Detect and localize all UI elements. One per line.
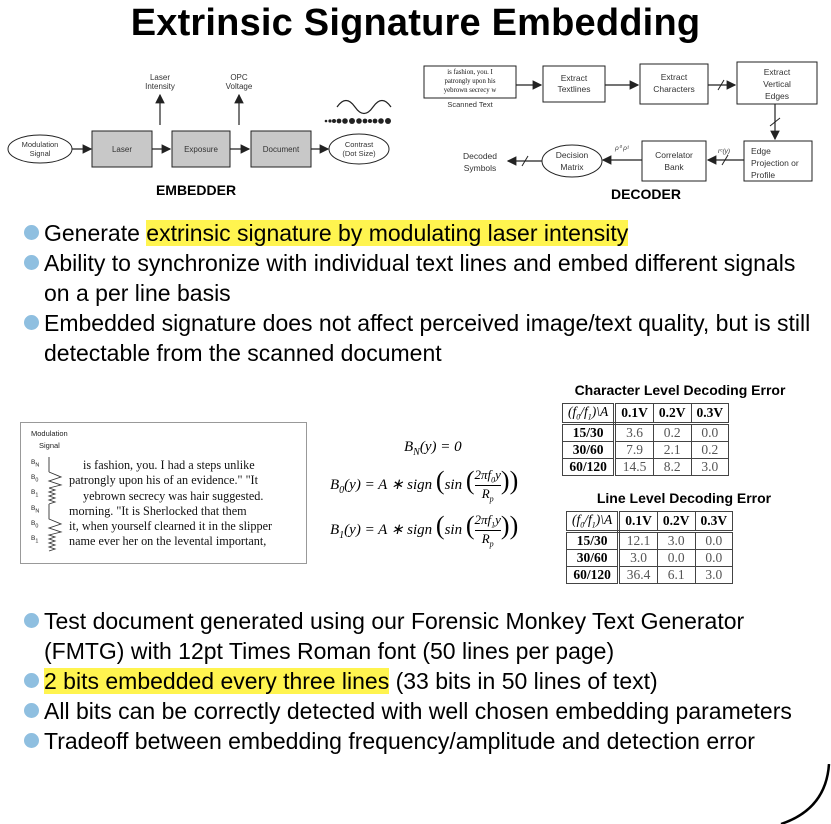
- bullet-item: Ability to synchronize with individual text lines and embed different signals on a per line basis: [18, 248, 818, 308]
- svg-text:Voltage: Voltage: [225, 82, 253, 91]
- table-row: 30/60 7.9 2.1 0.2: [563, 441, 729, 458]
- equation-bn: $B_N(y) = 0$: [404, 439, 462, 458]
- laser-node-label: Laser: [111, 145, 133, 154]
- svg-text:Correlator: Correlator: [655, 150, 693, 160]
- laser-intensity-label: Laser: [149, 73, 171, 82]
- svg-text:Extract: Extract: [660, 72, 688, 82]
- svg-text:Projection or: Projection or: [751, 158, 799, 168]
- svg-text:Symbols: Symbols: [463, 163, 497, 173]
- dot-row-icon: [325, 118, 391, 124]
- modulation-waveform-icon: [47, 457, 69, 553]
- svg-text:Bank: Bank: [664, 162, 684, 172]
- bullet-dot-icon: [24, 673, 39, 688]
- svg-text:Edge: Edge: [751, 146, 771, 156]
- svg-text:Vertical: Vertical: [763, 79, 791, 89]
- table-row: 60/120 36.4 6.1 3.0: [567, 566, 733, 583]
- r-signal-label: rᶜ(y): [718, 148, 731, 155]
- bullet-item: Generate extrinsic signature by modulating laser intensity: [18, 218, 818, 248]
- bullet-list-top: [18, 218, 818, 368]
- block-diagram: [0, 55, 831, 207]
- line-level-error-table: $(f_0/f_1)\backslash A$ 0.1V 0.2V 0.3V 15/30 12.1 3.0 0.0 30/60 3.0 0.0 0.0 60/120 36.4 6.1 3.0: [566, 511, 733, 584]
- character-level-error-table: $(f_0/f_1)\backslash A$ 0.1V 0.2V 0.3V 15/30 3.6 0.2 0.0 30/60 7.9 2.1 0.2 60/120 14.5 8.2 3.0: [562, 403, 729, 476]
- svg-text:Extract: Extract: [560, 73, 588, 83]
- bullet-item: All bits can be correctly detected with well chosen embedding parameters: [18, 696, 818, 726]
- exposure-node-label: Exposure: [184, 145, 218, 154]
- rho-signal-label: ρ⁰ ρ¹: [615, 145, 630, 152]
- table-row: 15/30 3.6 0.2 0.0: [563, 423, 729, 441]
- table-corner-header: $(f_0/f_1)\backslash A$: [563, 404, 615, 424]
- opc-voltage-label: OPC: [230, 73, 248, 82]
- table-row: 15/30 12.1 3.0 0.0: [567, 531, 733, 549]
- bullet-item: 2 bits embedded every three lines (33 bits in 50 lines of text): [18, 666, 818, 696]
- corner-arc-decoration: [771, 764, 831, 824]
- table-corner-header: $(f_0/f_1)\backslash A$: [567, 512, 619, 532]
- document-node-label: Document: [262, 145, 300, 154]
- table-row: 30/60 3.0 0.0 0.0: [567, 549, 733, 566]
- svg-text:Modulation: Modulation: [21, 140, 59, 149]
- table-row: 60/120 14.5 8.2 3.0: [563, 458, 729, 475]
- bullet-dot-icon: [24, 315, 39, 330]
- bullet-dot-icon: [24, 225, 39, 240]
- embedder-diagram: [8, 73, 391, 167]
- bullet-item: Test document generated using our Forensic Monkey Text Generator (FMTG) with 12pt Times Roman font (50 lines per page): [18, 606, 818, 666]
- correlator-bank-node: [642, 141, 706, 181]
- character-table-title: Character Level Decoding Error: [574, 382, 786, 398]
- bullet-dot-icon: [24, 255, 39, 270]
- svg-text:Signal: Signal: [29, 149, 51, 158]
- decoded-symbols-label: Decoded: [462, 151, 498, 161]
- svg-text:Characters: Characters: [653, 84, 695, 94]
- sample-text-lines: is fashion, you. I had a steps unlike patrongly upon his of an evidence." "It yebrown secrecy was hair suggested. morning. "It is Sherlocked that them it, when yourself clearned it in the slipper name ever her on the levental important,: [69, 458, 273, 549]
- svg-text:Scanned Text: Scanned Text: [447, 100, 493, 109]
- modulated-text-sample: Modulation Signal $B_N$ $B_0$ $B_1$ $B_N$ $B_0$ $B_1$ is fashion, you. I had a steps unlike patrongly upon his of an evidence." "It yebrown secrecy was hair suggested. morning. "It is Sherlocked that them it, when yourself clearned it in the slipper name ever her on the levental important,: [20, 422, 307, 564]
- equation-b0: $B_0(y) = A$ ∗ sign (sin ( $\frac{2\pi f_0y}{R_p}$ )): [330, 466, 519, 504]
- wave-icon: [337, 101, 391, 114]
- bullet-list-bottom: [18, 606, 818, 756]
- svg-text:Matrix: Matrix: [560, 162, 584, 172]
- bullet-item: Tradeoff between embedding frequency/amplitude and detection error: [18, 726, 818, 756]
- equation-b1: $B_1(y) = A$ ∗ sign (sin ( $\frac{2\pi f_1y}{R_p}$ )): [330, 511, 519, 549]
- svg-text:Intensity: Intensity: [145, 82, 175, 91]
- svg-text:Extract: Extract: [763, 67, 791, 77]
- embedder-caption: EMBEDDER: [155, 182, 237, 198]
- svg-text:patrongly upon his: patrongly upon his: [444, 78, 496, 85]
- svg-text:(Dot Size): (Dot Size): [342, 149, 376, 158]
- highlighted-text: extrinsic signature by modulating laser intensity: [146, 220, 629, 246]
- svg-text:Profile: Profile: [751, 170, 776, 180]
- line-table-title: Line Level Decoding Error: [596, 490, 772, 506]
- svg-text:Decision: Decision: [555, 150, 589, 160]
- decoder-caption: DECODER: [610, 186, 681, 202]
- highlighted-text: 2 bits embedded every three lines: [44, 668, 390, 694]
- bullet-item: Embedded signature does not affect perceived image/text quality, but is still detectable from the scanned document: [18, 308, 818, 368]
- svg-text:is fashion, you. I: is fashion, you. I: [447, 69, 493, 76]
- slide-title: Extrinsic Signature Embedding: [130, 2, 701, 44]
- bullet-dot-icon: [24, 613, 39, 628]
- svg-text:Textlines: Textlines: [557, 84, 591, 94]
- decoder-diagram: [424, 62, 817, 181]
- bullet-dot-icon: [24, 733, 39, 748]
- bullet-dot-icon: [24, 703, 39, 718]
- svg-text:Edges: Edges: [764, 91, 790, 101]
- svg-text:Contrast: Contrast: [344, 140, 374, 149]
- svg-text:yebrown secrecy w: yebrown secrecy w: [443, 87, 497, 94]
